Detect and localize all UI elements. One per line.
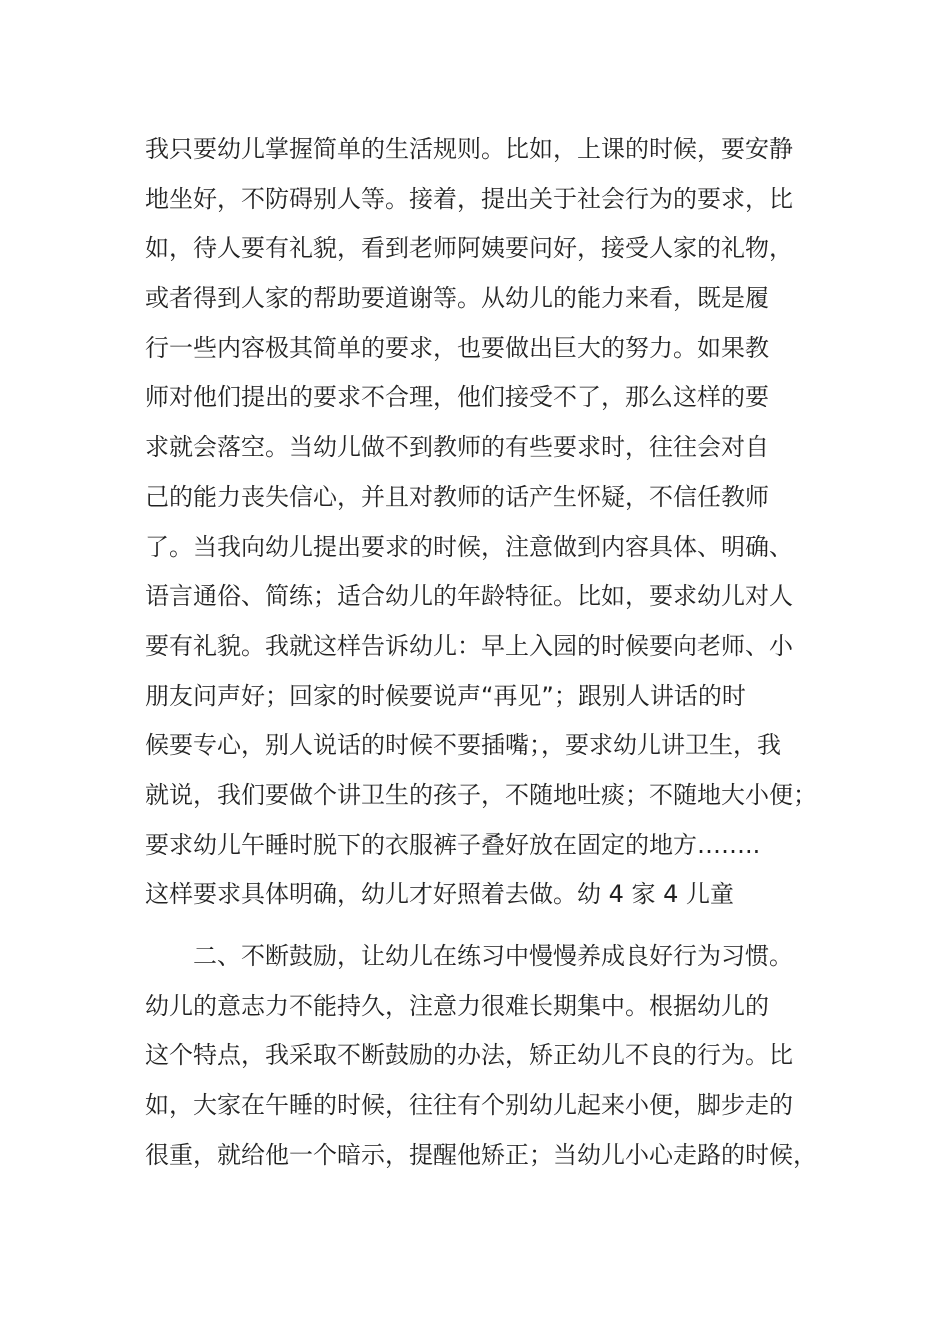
text-line: 要求幼儿午睡时脱下的衣服裤子叠好放在固定的地方……..: [145, 830, 761, 859]
text-line: 师对他们提出的要求不合理，他们接受不了，那么这样的要: [145, 383, 769, 412]
paragraph-2: [145, 932, 825, 1180]
text-line: 如，待人要有礼貌，看到老师阿姨要问好，接受人家的礼物，: [145, 234, 793, 263]
text-line: 地坐好，不防碍别人等。接着，提出关于社会行为的要求，比: [145, 184, 793, 213]
text-line: 朋友问声好；回家的时候要说声“再见”；跟别人讲话的时: [145, 681, 746, 710]
text-line: 这个特点，我采取不断鼓励的办法，矫正幼儿不良的行为。比: [145, 1041, 793, 1070]
text-line: 就说，我们要做个讲卫生的孩子，不随地吐痰；不随地大小便；: [145, 780, 817, 809]
text-line: 要有礼貌。我就这样告诉幼儿：早上入园的时候要向老师、小: [145, 631, 793, 660]
text-line: 很重，就给他一个暗示，提醒他矫正；当幼儿小心走路的时候，: [145, 1140, 817, 1169]
text-line: 这样要求具体明确，幼儿才好照着去做。幼 4 家 4 儿童: [145, 880, 735, 909]
paragraph-1: [145, 125, 825, 920]
text-line: 求就会落空。当幼儿做不到教师的有些要求时，往往会对自: [145, 433, 769, 462]
text-line: 了。当我向幼儿提出要求的时候，注意做到内容具体、明确、: [145, 532, 793, 561]
text-line: 行一些内容极其简单的要求，也要做出巨大的努力。如果教: [145, 333, 769, 362]
text-line: 如，大家在午睡的时候，往往有个别幼儿起来小便，脚步走的: [145, 1091, 793, 1120]
text-line: 己的能力丧失信心，并且对教师的话产生怀疑，不信任教师: [145, 482, 769, 511]
section-heading-line: 二、不断鼓励，让幼儿在练习中慢慢养成良好行为习惯。: [193, 942, 793, 970]
text-line: 我只要幼儿掌握简单的生活规则。比如，上课的时候，要安静: [145, 135, 793, 163]
text-line: 幼儿的意志力不能持久，注意力很难长期集中。根据幼儿的: [145, 991, 769, 1020]
text-line: 语言通俗、简练；适合幼儿的年龄特征。比如，要求幼儿对人: [145, 582, 793, 611]
text-line: 或者得到人家的帮助要道谢等。从幼儿的能力来看，既是履: [145, 284, 769, 313]
text-line: 候要专心，别人说话的时候不要插嘴；，要求幼儿讲卫生，我: [145, 731, 781, 760]
